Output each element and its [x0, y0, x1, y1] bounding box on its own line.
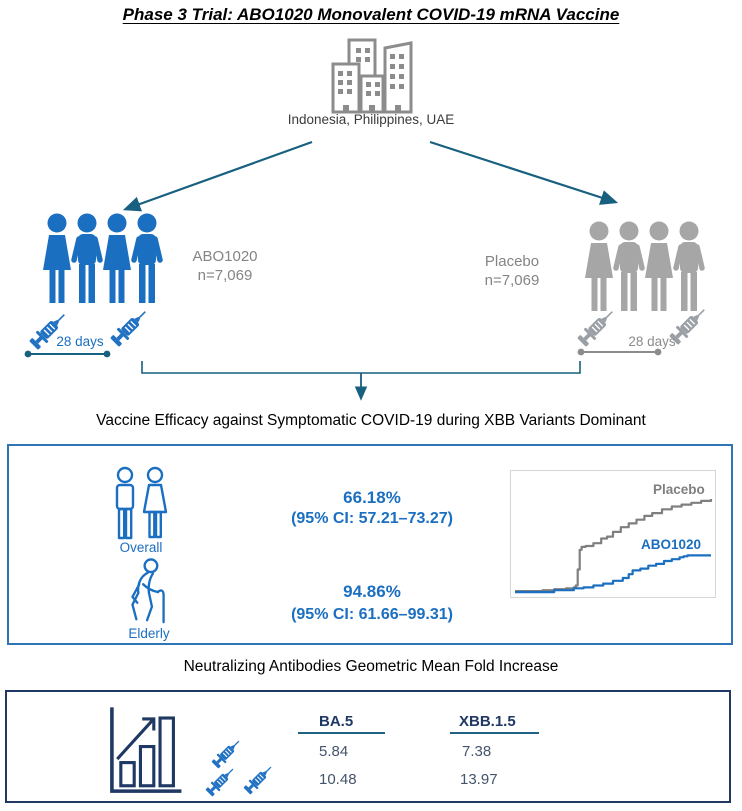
adult-couple-outline-icon — [110, 466, 172, 542]
km-legend-placebo: Placebo — [653, 482, 705, 497]
elderly-efficacy-ci: (95% CI: 61.66–99.31) — [291, 606, 453, 623]
header-rule — [298, 732, 385, 734]
syringe-icon — [107, 304, 153, 350]
arm-label-placebo — [457, 252, 567, 290]
interval-label-vaccine: 28 days — [56, 334, 104, 349]
overall-efficacy-value: 66.18% — [343, 488, 401, 507]
header-rule — [450, 732, 539, 734]
column-header-ba5: BA.5 — [319, 713, 354, 730]
merge-bracket — [142, 361, 580, 373]
arm-n: n=7,069 — [484, 272, 540, 289]
gmfi-dose1-ba5: 5.84 — [319, 743, 349, 760]
city-buildings-icon — [327, 36, 415, 116]
elderly-person-cane-icon — [122, 558, 176, 628]
antibodies-heading: Neutralizing Antibodies Geometric Mean Fold Increase — [183, 658, 559, 675]
overall-efficacy-ci: (95% CI: 57.21–73.27) — [291, 510, 453, 527]
gmfi-dose1-xbb15: 7.38 — [462, 743, 492, 760]
two-syringes-icon — [203, 763, 239, 799]
arm-label-vaccine — [170, 247, 280, 285]
gmfi-dose2-xbb15: 13.97 — [460, 771, 498, 788]
antibodies-box — [5, 690, 731, 803]
gmfi-dose2-ba5: 10.48 — [319, 771, 357, 788]
interval-label-placebo: 28 days — [628, 334, 676, 349]
arm-n: n=7,069 — [197, 267, 253, 284]
split-arrow-right-icon — [430, 142, 615, 202]
page-title: Phase 3 Trial: ABO1020 Monovalent COVID-19 mRNA Vaccine — [122, 5, 620, 24]
split-arrow-left-icon — [126, 142, 312, 209]
timeline-dot — [655, 349, 662, 356]
column-header-xbb15: XBB.1.5 — [459, 713, 516, 730]
arm-name: ABO1020 — [192, 248, 258, 265]
people-group-gray-icon — [582, 221, 708, 313]
timeline-dot — [104, 351, 111, 358]
elderly-label: Elderly — [128, 626, 170, 641]
syringe-icon — [574, 304, 620, 350]
overall-label: Overall — [119, 540, 163, 555]
km-legend-abo1020: ABO1020 — [641, 537, 702, 552]
two-syringes-icon — [241, 761, 277, 797]
arm-name: Placebo — [484, 253, 540, 270]
people-group-blue-icon — [40, 213, 166, 305]
trial-locations: Indonesia, Philippines, UAE — [287, 112, 455, 127]
rising-bar-chart-icon — [103, 702, 185, 800]
efficacy-heading: Vaccine Efficacy against Symptomatic COVID-19 during XBB Variants Dominant — [96, 412, 646, 429]
elderly-efficacy-value: 94.86% — [343, 582, 401, 601]
